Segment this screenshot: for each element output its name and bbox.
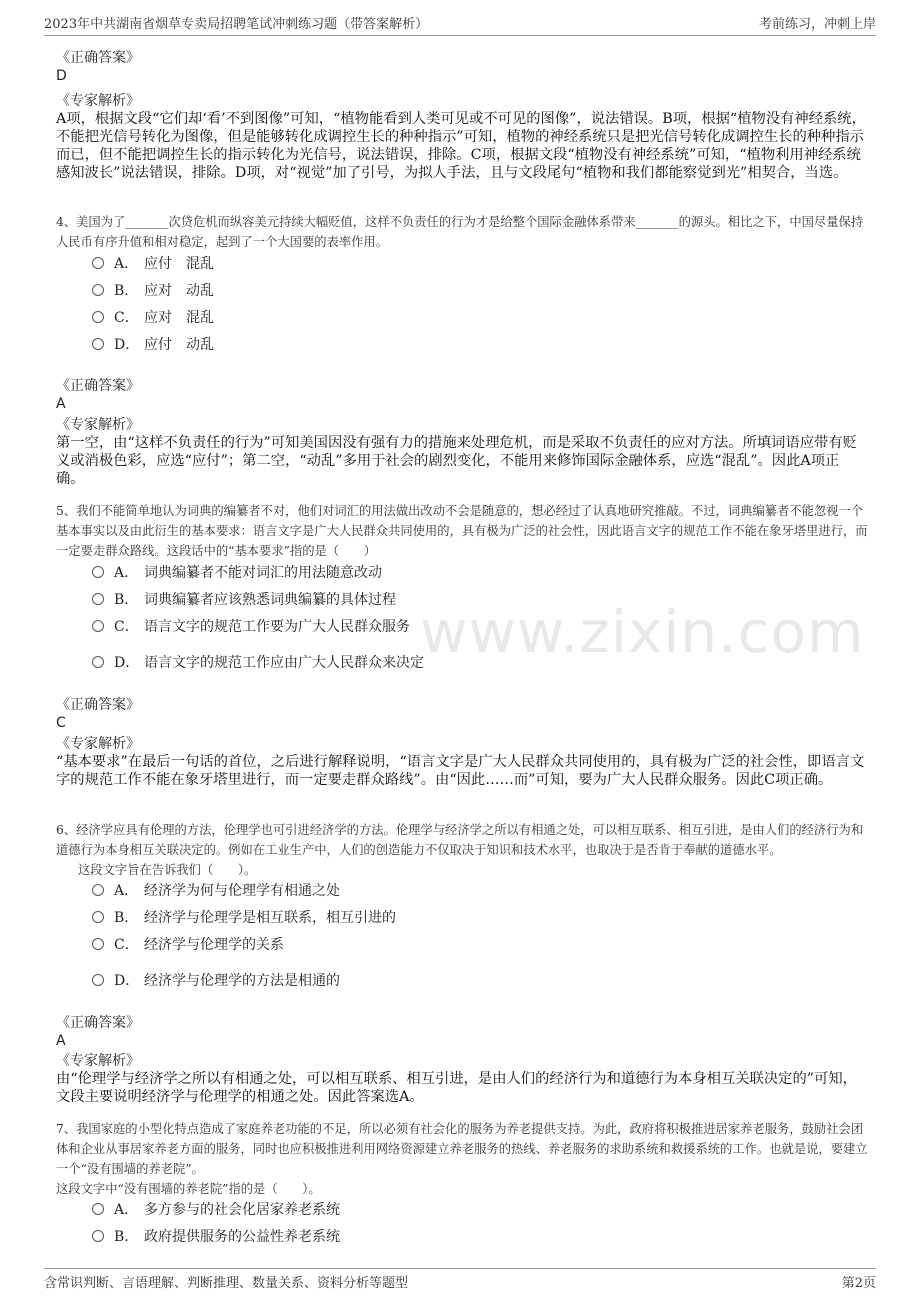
radio-icon[interactable] bbox=[92, 884, 104, 896]
radio-icon[interactable] bbox=[92, 911, 104, 923]
header-divider bbox=[44, 35, 876, 36]
page-number: 第2页 bbox=[841, 1276, 876, 1291]
q6-answer-block bbox=[56, 1014, 866, 1050]
q5-option-d[interactable]: D． 语言文字的规范工作应由广大人民群众来决定 bbox=[92, 652, 424, 674]
watermark: www.zixin.com bbox=[420, 598, 865, 666]
question-7-prompt: 这段文字中“没有围墙的养老院”指的是（ ）。 bbox=[56, 1182, 321, 1196]
analysis-label: 《专家解析》 bbox=[56, 736, 140, 752]
q6-option-c[interactable]: C． 经济学与伦理学的关系 bbox=[92, 934, 284, 956]
q6-option-b[interactable]: B． 经济学与伦理学是相互联系，相互引进的 bbox=[92, 907, 396, 929]
q6-analysis-block bbox=[56, 1052, 866, 1106]
question-6-prompt: 这段文字旨在告诉我们（ ）。 bbox=[78, 863, 257, 877]
radio-icon[interactable] bbox=[92, 974, 104, 986]
q4-answer-block bbox=[56, 377, 866, 413]
answer-value: D bbox=[56, 68, 67, 84]
q7-option-b[interactable]: B． 政府提供服务的公益性养老系统 bbox=[92, 1226, 340, 1248]
radio-icon[interactable] bbox=[92, 593, 104, 605]
header-slogan: 考前练习，冲刺上岸 bbox=[758, 17, 876, 32]
analysis-text: 由“伦理学与经济学之所以有相通之处，可以相互联系、相互引进，是由人们的经济行为和道德行为本身相互关联决定的”可知，文段主要说明经济学与伦理学的相通之处。因此答案选A。 bbox=[56, 1071, 857, 1105]
radio-icon[interactable] bbox=[92, 566, 104, 578]
q5-option-a[interactable]: A． 词典编纂者不能对词汇的用法随意改动 bbox=[92, 562, 382, 584]
q5-option-c[interactable]: C． 语言文字的规范工作要为广大人民群众服务 bbox=[92, 616, 410, 638]
analysis-text: 第一空，由“这样不负责任的行为”可知美国因没有强有力的措施来处理危机，而是采取不负责任的应对方法。所填词语应带有贬义或消极色彩，应选“应付”；第二空，“动乱”多用于社会的剧烈变化，不能用来修饰国际金融体系，应选“混乱”。因此A项正确。 bbox=[56, 435, 857, 487]
q6-option-d[interactable]: D． 经济学与伦理学的方法是相通的 bbox=[92, 970, 340, 992]
radio-icon[interactable] bbox=[92, 311, 104, 323]
radio-icon[interactable] bbox=[92, 1203, 104, 1215]
question-5-stem: 5、我们不能简单地认为词典的编纂者不对，他们对词汇的用法做出改动不会是随意的，想必经过了认真地研究推敲。不过，词典编纂者不能忽视一个基本事实以及由此衍生的基本要求：语言文字是广大人民群众共同使用的，具有极为广泛的社会性，因此语言文字的规范工作不能在象牙塔里进行，而一定要走群众路线。这段话中的“基本要求”指的是（ ） bbox=[56, 504, 868, 558]
answer-value: A bbox=[56, 1033, 66, 1049]
page-header bbox=[0, 0, 920, 40]
analysis-text: A项，根据文段“它们却‘看’不到图像”可知，“植物能看到人类可见或不可见的图像”，说法错误。B项，根据“植物没有神经系统，不能把光信号转化为图像，但是能够转化成调控生长的种种指示”可知，植物的神经系统只是把光信号转化成调控生长的种种指示而已，但不能把调控生长的指示转化为光信号，说法错误，排除。C项，根据文段“植物没有神经系统”可知，“植物利用神经系统感知波长”说法错误，排除。D项，对“视觉”加了引号，为拟人手法，且与文段尾句“植物和我们都能察觉到光”相契合，当选。 bbox=[56, 111, 866, 181]
q5-option-b[interactable]: B． 词典编纂者应该熟悉词典编纂的具体过程 bbox=[92, 589, 396, 611]
q4-option-d[interactable]: D． 应付 动乱 bbox=[92, 334, 214, 356]
document-title: 2023年中共湖南省烟草专卖局招聘笔试冲刺练习题（带答案解析） bbox=[44, 17, 429, 32]
q3-answer-block bbox=[56, 49, 866, 85]
radio-icon[interactable] bbox=[92, 1230, 104, 1242]
radio-icon[interactable] bbox=[92, 257, 104, 269]
q4-option-b[interactable]: B． 应对 动乱 bbox=[92, 280, 214, 302]
q4-option-c[interactable]: C． 应对 混乱 bbox=[92, 307, 214, 329]
analysis-label: 《专家解析》 bbox=[56, 417, 140, 433]
footer-topics: 含常识判断、言语理解、判断推理、数量关系、资料分析等题型 bbox=[44, 1276, 409, 1291]
answer-label: 《正确答案》 bbox=[56, 697, 140, 713]
radio-icon[interactable] bbox=[92, 284, 104, 296]
radio-icon[interactable] bbox=[92, 656, 104, 668]
q4-option-a[interactable]: A． 应付 混乱 bbox=[92, 253, 214, 275]
radio-icon[interactable] bbox=[92, 938, 104, 950]
q5-analysis-block bbox=[56, 735, 866, 789]
answer-label: 《正确答案》 bbox=[56, 50, 140, 66]
analysis-label: 《专家解析》 bbox=[56, 93, 140, 109]
answer-label: 《正确答案》 bbox=[56, 1015, 140, 1031]
page-footer bbox=[0, 1260, 920, 1302]
footer-divider bbox=[44, 1268, 876, 1269]
q5-answer-block bbox=[56, 696, 866, 732]
radio-icon[interactable] bbox=[92, 620, 104, 632]
question-6-stem: 6、经济学应具有伦理的方法，伦理学也可引进经济学的方法。伦理学与经济学之所以有相通之处，可以相互联系、相互引进，是由人们的经济行为和道德行为本身相互关联决定的。例如在工业生产中，人们的创造能力不仅取决于知识和技术水平，也取决于是否肯于奉献的道德水平。 这段文字旨在告诉我们（ ）。 bbox=[56, 823, 864, 877]
analysis-text: “基本要求”在最后一句话的首位，之后进行解释说明，“语言文字是广大人民群众共同使用的，具有极为广泛的社会性，即语言文字的规范工作不能在象牙塔里进行，而一定要走群众路线”。由“因此……而”可知，要为广大人民群众服务。因此C项正确。 bbox=[56, 754, 865, 788]
q7-option-a[interactable]: A． 多方参与的社会化居家养老系统 bbox=[92, 1199, 340, 1221]
question-7-stem: 7、我国家庭的小型化特点造成了家庭养老功能的不足，所以必须有社会化的服务为养老提供支持。为此，政府将积极推进居家养老服务，鼓励社会团体和企业从事居家养老方面的服务，同时也应积极推进利用网络资源建立养老服务的热线、养老服务的求助系统和救援系统的工作。也就是说，要建立一个“没有围墙的养老院”。 这段文字中“没有围墙的养老院”指的是（ ）。 bbox=[56, 1119, 868, 1199]
analysis-label: 《专家解析》 bbox=[56, 1053, 140, 1069]
q6-option-a[interactable]: A． 经济学为何与伦理学有相通之处 bbox=[92, 880, 340, 902]
q3-analysis-block bbox=[56, 92, 866, 182]
radio-icon[interactable] bbox=[92, 338, 104, 350]
answer-value: C bbox=[56, 715, 66, 731]
answer-label: 《正确答案》 bbox=[56, 378, 140, 394]
q4-analysis-block bbox=[56, 416, 866, 488]
answer-value: A bbox=[56, 396, 66, 412]
question-4-stem: 4、美国为了_______次贷危机而纵容美元持续大幅贬值，这样不负责任的行为才是给整个国际金融体系带来_______的源头。相比之下，中国尽量保持人民币有序升值和相对稳定，起到了一个大国要的表率作用。 bbox=[56, 215, 864, 249]
